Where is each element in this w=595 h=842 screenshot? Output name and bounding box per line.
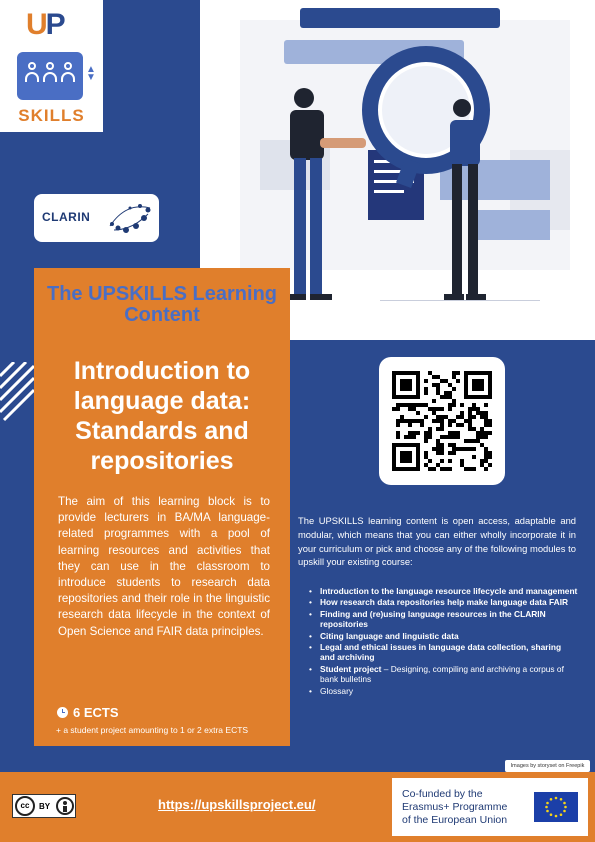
eu-funding-text	[402, 788, 522, 827]
stripes-decoration	[0, 362, 34, 424]
upskills-logo	[0, 0, 103, 132]
up-down-arrows-icon: ▲ ▼	[86, 64, 96, 83]
logo-skills-text: SKILLS	[18, 106, 85, 125]
logo-up-text	[26, 8, 64, 42]
ects-value: 6 ECTS	[73, 705, 119, 720]
content-description: The UPSKILLS learning content is open access, adaptable and modular, which means that you can either wholly incorporate it in your curriculum or pick and choose any of the following modules to upskill your existing course:	[298, 515, 576, 568]
image-credit: Images by storyset on Freepik	[505, 760, 590, 772]
people-icon	[17, 52, 83, 100]
module-item: • Finding and (re)using language resources in the CLARIN repositories	[309, 608, 546, 630]
module-item: • Glossary	[309, 685, 354, 696]
learning-content-panel	[34, 268, 290, 746]
clarin-dots-icon	[106, 200, 154, 236]
ects-row	[57, 705, 119, 720]
cc-icon: cc	[15, 796, 35, 816]
module-title: Introduction to language data: Standards and repositories	[73, 357, 251, 475]
learning-content-heading: The UPSKILLS Learning Content	[46, 283, 278, 326]
module-item: • Introduction to the language resource lifecycle and management	[309, 586, 578, 596]
clock-icon	[57, 707, 68, 718]
attribution-icon	[56, 797, 74, 815]
module-item: • How research data repositories help make language data FAIR	[309, 597, 569, 608]
module-item: • Legal and ethical issues in language data collection, sharing and archiving	[309, 642, 562, 663]
erasmus-logo	[392, 778, 588, 836]
eu-line-3: of the European Union	[402, 814, 508, 826]
website-link[interactable]: https://upskillsproject.eu/	[158, 797, 316, 812]
cc-license-badge[interactable]	[12, 794, 76, 818]
clarin-text: CLARIN	[42, 210, 91, 224]
ects-note: + a student project amounting to 1 or 2 extra ECTS	[56, 725, 249, 735]
clarin-logo	[34, 194, 159, 242]
module-list	[298, 586, 578, 697]
footer	[0, 772, 595, 842]
logo-p: P	[45, 8, 64, 41]
eu-line-1: Co-funded by the	[402, 788, 483, 800]
eu-flag-icon	[534, 792, 578, 822]
aim-description: The aim of this learning block is to provide lecturers in BA/MA language-related programmes with a pool of learning resources and activities that they can use in the classroom to introduce students to research data repositories and their role in the linguistic research data lifecycle in the context of Open Science and FAIR data principles.	[58, 495, 270, 638]
by-label: BY	[39, 801, 51, 811]
qr-code[interactable]	[379, 357, 505, 485]
logo-u: U	[26, 8, 46, 41]
qr-code-icon	[392, 371, 492, 471]
module-item: • Citing language and linguistic data	[309, 630, 459, 641]
eu-line-2: Erasmus+ Programme	[402, 801, 508, 813]
module-item: • Student project – Designing, compiling and archiving a corpus of bank bulletins	[309, 663, 564, 685]
